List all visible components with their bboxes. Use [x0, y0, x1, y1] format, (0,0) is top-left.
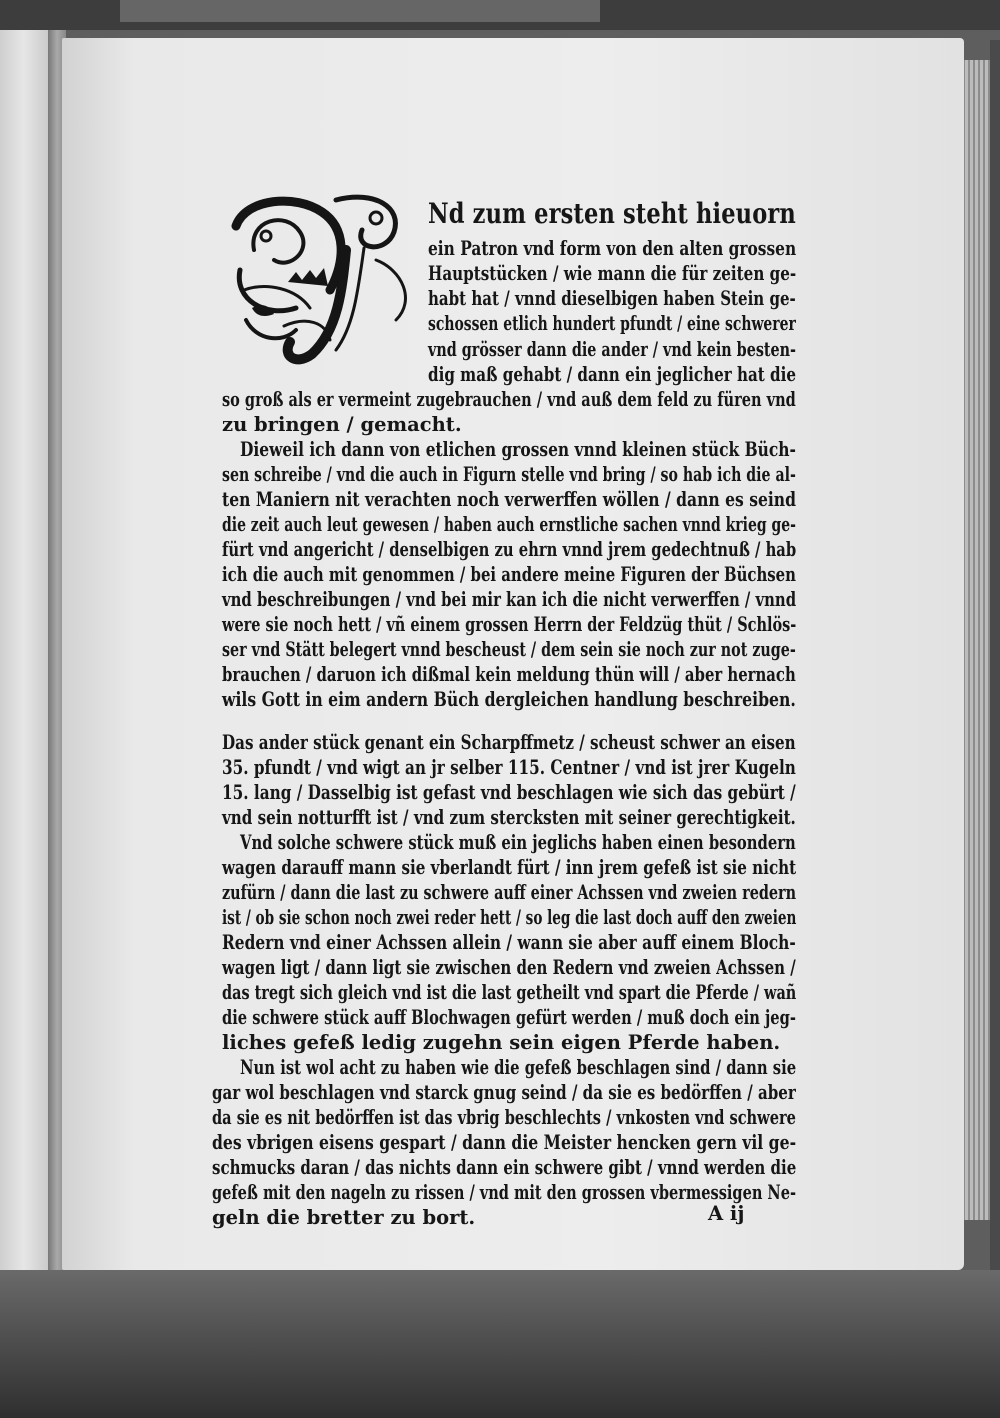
text-line: brauchen / daruon ich dißmal kein meldung thün will / aber hernach	[222, 663, 796, 686]
text-line: fürt vnd angericht / denselbigen zu ehrn vnnd jrem gedechtnuß / hab	[222, 538, 797, 561]
text-line: habt hat / vnnd dieselbigen haben Stein ge-	[428, 287, 796, 310]
cover-edge	[990, 40, 1000, 1300]
text-line: Nun ist wol acht zu haben wie die gefeß beschlagen sind / dann sie	[240, 1056, 797, 1079]
text-line: ser vnd Stätt belegert vnnd bescheust / dem sein sie noch zur not zuge-	[222, 638, 796, 661]
text-line: die zeit auch leut gewesen / haben auch ernstliche sachen vnnd krieg ge-	[222, 513, 796, 536]
text-line: liches gefeß ledig zugehn sein eigen Pferde haben.	[222, 1031, 781, 1054]
text-line: die schwere stück auff Blochwagen gefürt werden / muß doch ein jeg-	[222, 1006, 796, 1029]
text-line: 15. lang / Dasselbig ist gefast vnd beschlagen wie sich das gebürt /	[222, 781, 796, 804]
text-line: vnd sein notturfft ist / vnd zum stercksten mit seiner gerechtigkeit.	[222, 806, 796, 829]
signature-mark: A ij	[708, 1202, 745, 1225]
text-line: Das ander stück genant ein Scharpffmetz / scheust schwer an eisen	[222, 731, 796, 754]
text-line: zufürn / dann die last zu schwere auff einer Achssen vnd zweien redern	[222, 881, 797, 904]
text-line: vnd grösser dann die ander / vnd kein besten-	[428, 338, 797, 361]
text-line: wagen darauff mann sie vberlandt fürt / inn jrem gefeß ist sie nicht	[222, 856, 797, 879]
text-line: ist / ob sie schon noch zwei reder hett / so leg die last doch auff den zweien	[222, 906, 797, 929]
text-line: vnd beschreibungen / vnd bei mir kan ich die nicht verwerffen / vnnd	[222, 588, 797, 611]
bottom-shadow	[0, 1270, 1000, 1418]
ornamental-initial	[226, 190, 422, 366]
text-line: des vbrigen eisens gespart / dann die Meister hencken gern vil ge-	[212, 1131, 797, 1154]
text-line: zu bringen / gemacht.	[222, 413, 462, 436]
text-line: dig maß gehabt / dann ein jeglicher hat die	[428, 363, 796, 386]
text-line: schossen etlich hundert pfundt / eine schwerer	[428, 312, 796, 335]
text-line: gefeß mit den nageln zu rissen / vnd mit den grossen vbermessigen Ne-	[212, 1181, 796, 1204]
text-line: das tregt sich gleich vnd ist die last getheilt vnd spart die Pferde / wañ	[222, 981, 797, 1004]
text-line: were sie noch hett / vñ einem grossen Herrn der Feldzüg thüt / Schlös-	[222, 613, 797, 636]
text-line: wils Gott in eim andern Büch dergleichen handlung beschreiben.	[222, 688, 796, 711]
text-line: da sie es nit bedörffen ist das vbrig beschlechts / vnkosten vnd schwere	[212, 1106, 796, 1129]
text-line: 35. pfundt / vnd wigt an jr selber 115. Centner / vnd ist jrer Kugeln	[222, 756, 796, 779]
text-line: ein Patron vnd form von den alten grossen	[428, 237, 797, 260]
text-line: sen schreibe / vnd die auch in Figurn stelle vnd bring / so hab ich die al-	[222, 463, 796, 486]
text-line: ten Maniern nit verachten noch verwerffen wöllen / dann es seind	[222, 488, 796, 511]
text-line: wagen ligt / dann ligt sie zwischen den Redern vnd zweien Achssen /	[222, 956, 796, 979]
text-line: Redern vnd einer Achssen allein / wann sie aber auff einem Bloch-	[222, 931, 796, 954]
text-line: so groß als er vermeint zugebrauchen / vnd auß dem feld zu füren vnd	[222, 388, 796, 411]
text-line: Hauptstücken / wie mann die für zeiten ge-	[428, 262, 797, 285]
torn-top-edge	[120, 0, 600, 22]
text-line: ich die auch mit genommen / bei andere meine Figuren der Büchsen	[222, 563, 796, 586]
text-line: schmucks daran / das nichts dann ein schwere gibt / vnnd werden die	[212, 1156, 797, 1179]
text-line: Dieweil ich dann von etlichen grossen vnnd kleinen stück Büch-	[240, 438, 796, 461]
text-line: gar wol beschlagen vnd starck gnug seind / da sie es bedörffen / aber	[212, 1081, 796, 1104]
text-line: Nd zum ersten steht hieuorn	[428, 197, 796, 230]
text-line: geln die bretter zu bort.	[212, 1206, 476, 1229]
text-line: Vnd solche schwere stück muß ein jeglichs haben einen besondern	[240, 831, 796, 854]
